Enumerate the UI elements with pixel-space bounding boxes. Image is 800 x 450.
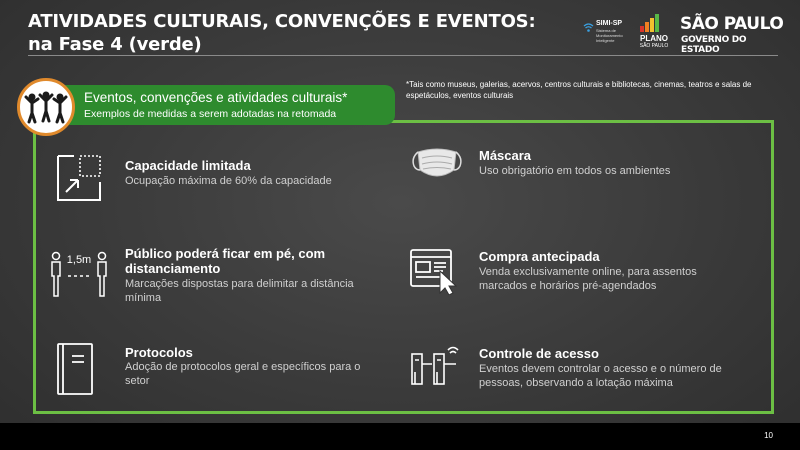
simi-subtitle: Sistema de Monitoramento Inteligente (596, 28, 623, 43)
section-banner (65, 85, 395, 125)
footer-bar (0, 423, 800, 450)
sp-logo-line-2: GOVERNO DO ESTADO (681, 35, 747, 55)
measure-description: Venda exclusivamente online, para assentos marcados e horários pré-agendados (479, 266, 697, 292)
people-celebrating-icon (24, 89, 68, 125)
title-line-2: na Fase 4 (verde) (28, 34, 202, 55)
plano-bars-icon (640, 14, 668, 32)
measure-description: Ocupação máxima de 60% da capacidade (125, 175, 332, 187)
measure-access-control (410, 342, 760, 402)
governo-sp-logo (680, 14, 784, 55)
protocol-document-icon (56, 342, 96, 398)
banner-subtitle: Exemplos de medidas a serem adotadas na retomada (84, 108, 337, 120)
measure-title: Público poderá ficar em pé, com distanciamento (125, 246, 326, 276)
capacity-expand-icon (56, 154, 102, 202)
measure-protocols (56, 342, 386, 402)
measure-description: Adoção de protocolos geral e específicos para o setor (125, 361, 361, 387)
measure-title: Protocolos (125, 345, 193, 360)
plano-sao-paulo-logo (636, 14, 672, 50)
mask-icon (410, 144, 464, 182)
banner-title: Eventos, convenções e atividades culturais* (84, 90, 348, 105)
wifi-icon (583, 22, 594, 34)
title-line-1: ATIVIDADES CULTURAIS, CONVENÇÕES E EVENTOS: (28, 11, 536, 32)
access-turnstile-icon (410, 342, 462, 386)
online-purchase-icon (410, 247, 462, 295)
measure-title: Máscara (479, 148, 532, 163)
measure-mask (410, 144, 750, 194)
measure-title: Compra antecipada (479, 249, 600, 264)
sp-logo-line-1: SÃO PAULO (680, 14, 784, 34)
measure-description: Uso obrigatório em todos os ambientes (479, 165, 671, 177)
measure-description: Marcações dispostas para delimitar a distância mínima (125, 278, 354, 304)
measure-title: Controle de acesso (479, 346, 599, 361)
simi-sp-logo (583, 16, 641, 46)
measure-online-purchase (410, 247, 760, 307)
page-title (28, 10, 535, 56)
distancing-people-icon (46, 244, 112, 300)
footnote: *Tais como museus, galerias, acervos, centros culturais e bibliotecas, cinemas, teatros e salas de espetáculos, eventos culturais (406, 80, 752, 100)
measure-capacity (56, 154, 386, 214)
header-divider (28, 55, 778, 56)
measure-standing-distancing (46, 244, 386, 324)
plano-line-1: PLANO (640, 34, 668, 43)
page-number: 10 (764, 431, 773, 440)
distance-label: 1,5m (66, 254, 92, 266)
simi-name: SIMI-SP (596, 20, 623, 27)
plano-line-2: SÃO PAULO (639, 43, 669, 49)
measure-title: Capacidade limitada (125, 158, 251, 173)
banner-icon-circle (17, 78, 75, 136)
measure-description: Eventos devem controlar o acesso e o número de pessoas, observando a lotação máxima (479, 363, 722, 389)
